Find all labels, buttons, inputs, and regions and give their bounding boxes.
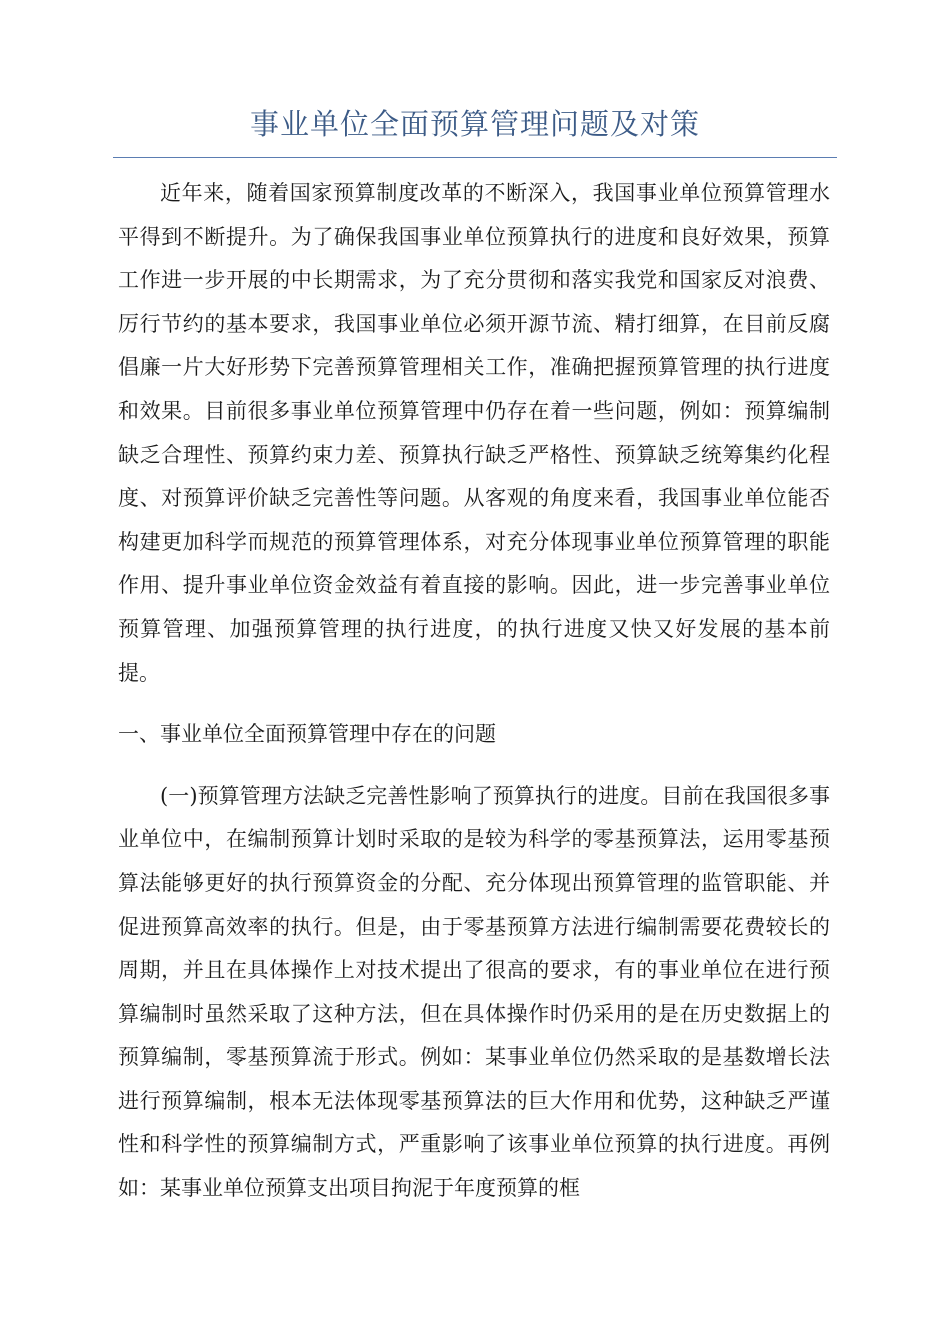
section-paragraph: (一)预算管理方法缺乏完善性影响了预算执行的进度。目前在我国很多事业单位中，在编制预算计划时采取的是较为科学的零基预算法，运用零基预算法能够更好的执行预算资金的分配、充分体现出预算管理的监管职能、并促进预算高效率的执行。但是，由于零基预算方法进行编制需要花费较长的周期，并且在具体操作上对技术提出了很高的要求，有的事业单位在进行预算编制时虽然采取了这种方法，但在具体操作时仍采用的是在历史数据上的预算编制，零基预算流于形式。例如：某事业单位仍然采取的是基数增长法进行预算编制，根本无法体现零基预算法的巨大作用和优势，这种缺乏严谨性和科学性的预算编制方式，严重影响了该事业单位预算的执行进度。再例如：某事业单位预算支出项目拘泥于年度预算的框 bbox=[118, 783, 830, 1201]
document-body bbox=[118, 172, 830, 1211]
document-title: 事业单位全面预算管理问题及对策 bbox=[249, 107, 700, 141]
title-divider bbox=[113, 157, 837, 158]
section-heading: 一、事业单位全面预算管理中存在的问题 bbox=[118, 722, 496, 747]
intro-paragraph: 近年来，随着国家预算制度改革的不断深入，我国事业单位预算管理水平得到不断提升。为了确保我国事业单位预算执行的进度和良好效果，预算工作进一步开展的中长期需求，为了充分贯彻和落实我党和国家反对浪费、厉行节约的基本要求，我国事业单位必须开源节流、精打细算，在目前反腐倡廉一片大好形势下完善预算管理相关工作，准确把握预算管理的执行进度和效果。目前很多事业单位预算管理中仍存在着一些问题，例如：预算编制缺乏合理性、预算约束力差、预算执行缺乏严格性、预算缺乏统筹集约化程度、对预算评价缺乏完善性等问题。从客观的角度来看，我国事业单位能否构建更加科学而规范的预算管理体系，对充分体现事业单位预算管理的职能作用、提升事业单位资金效益有着直接的影响。因此，进一步完善事业单位预算管理、加强预算管理的执行进度，的执行进度又快又好发展的基本前提。 bbox=[118, 181, 830, 685]
